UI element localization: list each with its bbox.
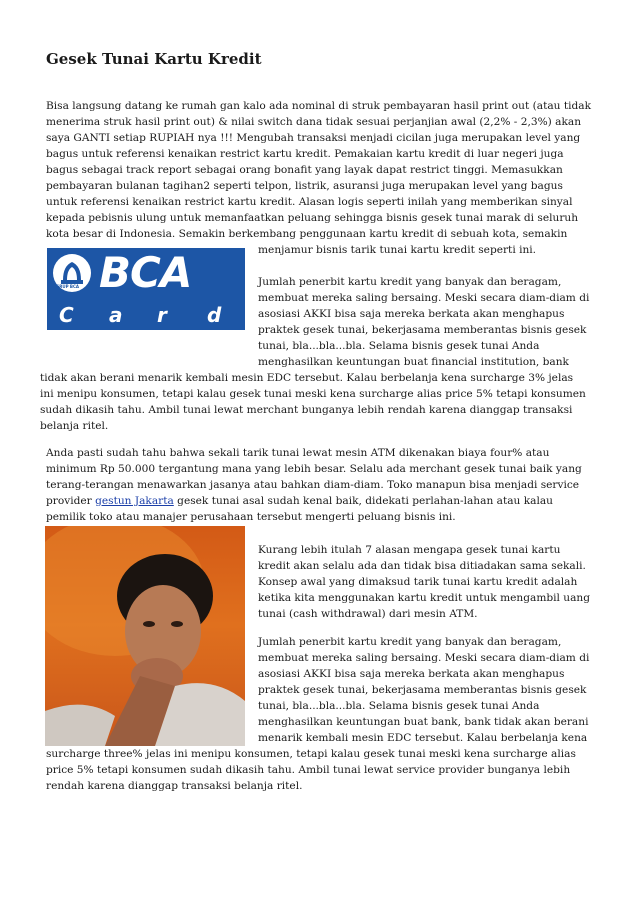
text-line: price 5% tetapi konsumen sudah dikasih tahu. Ambil tunai lewat service provider bunganya lebih: [46, 764, 571, 776]
paragraph-3: [46, 445, 594, 525]
text-line: terang-terangan menawarkan jasanya atau bahkan diam-diam. Toko manapun bisa menjadi service: [46, 479, 580, 491]
text-line: praktek gesek tunai, bekerjasama memberantas bisnis gesek: [258, 684, 587, 696]
card-letter: C: [59, 303, 74, 327]
text-line: minimum Rp 50.000 tergantung mana yang lebih besar. Selalu ada merchant gesek tunai baik yang: [46, 463, 582, 475]
text-line: Kurang lebih itulah 7 alasan mengapa gesek tunai kartu: [258, 544, 561, 556]
text-line: surcharge three% jelas ini menipu konsumen, tetapi kalau gesek tunai meski kena surcharge alias: [46, 748, 576, 760]
bca-emblem-text: GRUP BCA: [56, 284, 80, 289]
text-fragment: provider: [46, 495, 96, 507]
text-line: Jumlah penerbit kartu kredit yang banyak dan beragam,: [258, 276, 562, 288]
paragraph-5: [46, 634, 594, 794]
text-line: Konsep awal yang dimaksud tarik tunai kartu kredit adalah: [258, 576, 578, 588]
text-line: bagus untuk referensi kenaikan restrict kartu kredit. Pemakaian kartu kredit di luar negeri juga: [46, 148, 564, 160]
text-line: untuk referensi kenaikan restrict kartu kredit. Alasan logis seperti inilah yang memberikan sinyal: [46, 196, 573, 208]
page-title: Gesek Tunai Kartu Kredit: [46, 50, 262, 68]
card-letter: r: [157, 303, 167, 327]
text-line: sudah dikasih tahu. Ambil tunai lewat merchant bunganya lebih rendah karena dianggap transaksi: [40, 404, 573, 416]
text-line: menghasilkan keuntungan buat bank, bank tidak akan berani: [258, 716, 589, 728]
paragraph-4: [46, 542, 594, 622]
text-line: pemilik toko atau manajer perusahaan tersebut mengerti peluang bisnis ini.: [46, 511, 456, 523]
text-line: menerima struk hasil print out) & nilai switch dana tidak sesuai perjanjian awal (2,2% - 2,3%) akan: [46, 116, 582, 128]
text-line: membuat mereka saling bersaing. Meski secara diam-diam di: [258, 652, 590, 664]
text-line: membuat mereka saling bersaing. Meski secara diam-diam di: [258, 292, 590, 304]
text-line: tunai (cash withdrawal) dari mesin ATM.: [258, 608, 478, 620]
text-line: asosiasi AKKI bisa saja mereka berkata akan menghapus: [258, 668, 565, 680]
text-line: bagus sebagai track report sebagai orang bonafit yang layak dapat restrict tinggi. Memasukkan: [46, 164, 563, 176]
text-line: tunai, bla...bla...bla. Selama bisnis gesek tunai Anda: [258, 340, 540, 352]
text-line: menghasilkan keuntungan buat financial institution, bank: [258, 356, 569, 368]
text-line: tunai, bla...bla...bla. Selama bisnis gesek tunai Anda: [258, 700, 540, 712]
text-line: [46, 493, 594, 509]
text-line: praktek gesek tunai, bekerjasama memberantas bisnis gesek: [258, 324, 587, 336]
gestun-jakarta-link[interactable]: gestun Jakarta: [95, 495, 174, 507]
bca-wordmark: BCA: [99, 248, 192, 297]
text-line: pembayaran bulanan tagihan2 seperti telpon, listrik, asuransi juga merupakan level yang bagus: [46, 180, 563, 192]
card-letter: d: [207, 303, 222, 327]
text-line: ketika kita menggunakan kartu kredit untuk mengambil uang: [258, 592, 591, 604]
text-line: menarik kembali mesin EDC tersebut. Kalau berbelanja kena: [258, 732, 588, 744]
card-letter: a: [109, 303, 123, 327]
text-line: kredit akan selalu ada dan tidak bisa ditiadakan sama sekali.: [258, 560, 586, 572]
text-line: saya GANTI setiap RUPIAH nya !!! Mengubah transaksi menjadi cicilan juga merupakan level yang: [46, 132, 581, 144]
text-fragment: gesek tunai asal sudah kenal baik, didekati perlahan-lahan atau kalau: [173, 495, 553, 507]
text-line: menjamur bisnis tarik tunai kartu kredit seperti ini.: [258, 244, 537, 256]
text-line: kota besar di Indonesia. Semakin berkembang penggunaan kartu kredit di sebuah kota, semakin: [46, 228, 568, 240]
text-line: asosiasi AKKI bisa saja mereka berkata akan menghapus: [258, 308, 565, 320]
text-line: kepada pebisnis ulung untuk memanfaatkan peluang sehingga bisnis gesek tunai marak di seluruh: [46, 212, 579, 224]
text-line: Anda pasti sudah tahu bahwa sekali tarik tunai lewat mesin ATM dikenakan biaya four% atau: [46, 447, 550, 459]
paragraph-2: [40, 274, 594, 434]
text-line: tidak akan berani menarik kembali mesin EDC tersebut. Kalau berbelanja kena surcharge 3% jelas: [40, 372, 574, 384]
paragraph-1: [46, 98, 594, 258]
text-line: Bisa langsung datang ke rumah gan kalo ada nominal di struk pembayaran hasil print out (atau tidak: [46, 100, 592, 112]
text-line: Jumlah penerbit kartu kredit yang banyak dan beragam,: [258, 636, 562, 648]
text-line: belanja ritel.: [40, 420, 109, 432]
text-line: ini menipu konsumen, tetapi kalau gesek tunai meski kena surcharge alias price 5% tetapi konsumen: [40, 388, 586, 400]
text-line: rendah karena dianggap transaksi belanja ritel.: [46, 780, 303, 792]
